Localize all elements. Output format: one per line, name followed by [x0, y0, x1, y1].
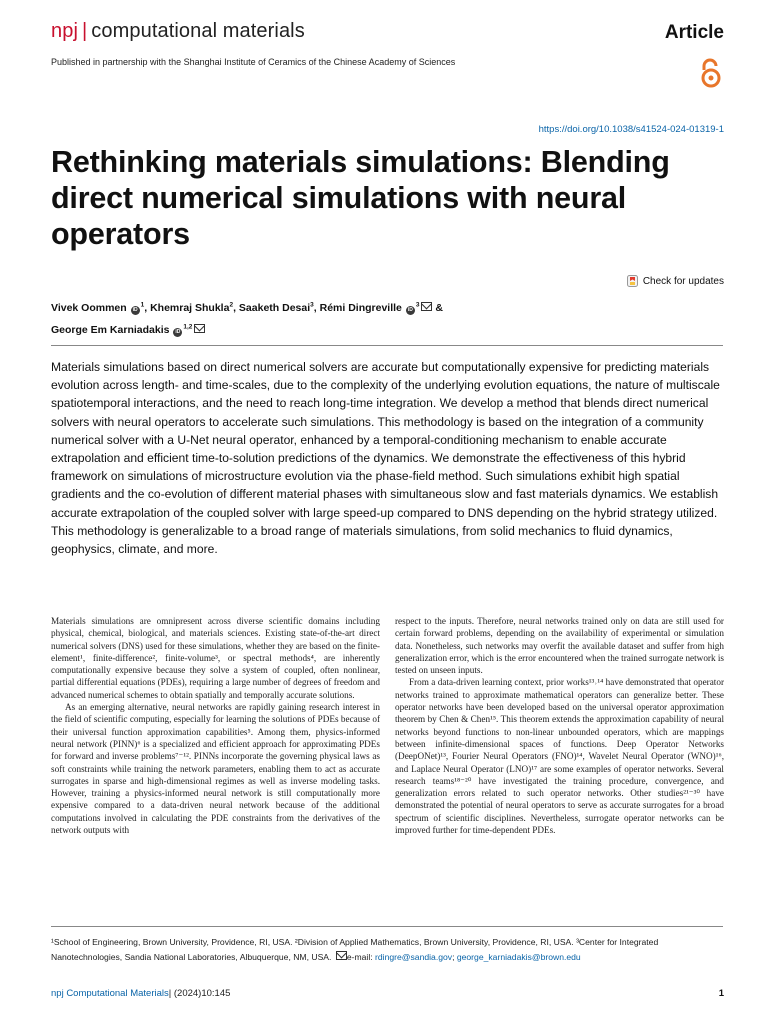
check-for-updates-icon — [627, 275, 638, 287]
author-affiliation-marker: 3 — [415, 301, 420, 308]
journal-title: computational materials — [91, 20, 305, 42]
journal-prefix: npj — [51, 20, 78, 42]
footer-volume: | (2024)10:145 — [168, 988, 231, 999]
author-separator: & — [432, 301, 443, 314]
author-name[interactable]: Rémi Dingreville — [319, 301, 402, 314]
author-name[interactable]: Khemraj Shukla — [150, 301, 230, 314]
author-entry — [150, 302, 239, 314]
email-icon[interactable] — [194, 324, 205, 333]
doi-link[interactable]: https://doi.org/10.1038/s41524-024-01319-1 — [538, 124, 724, 135]
author-entry — [51, 302, 150, 314]
page-number: 1 — [718, 988, 724, 999]
author-affiliation-marker: 1 — [140, 301, 145, 308]
check-for-updates-button[interactable] — [627, 275, 724, 287]
author-affiliation-marker: 3 — [310, 301, 314, 308]
journal-name — [51, 20, 305, 43]
body-paragraph: From a data-driven learning context, prior works¹³˒¹⁴ have demonstrated that operator networks trained to approximate mathematical operators can generalize better. These operator networks have been developed based on the universal operator approximation theorem by Chen & Chen¹⁵. This theorem extends the approximation capability of neural networks beyond functions to non-linear unbounded operators, which are mappings between infinite-dimensional spaces of functions. Deep Operator Networks (DeepONet)¹³, Fourier Neural Operators (FNO)¹⁴, Wavelet Neural Operator (WNO)¹⁶, and Laplace Neural Operator (LNO)¹⁷ are some examples of operator networks. Several research teams¹⁸⁻²⁰ have investigated the training procedure, convergence, and generalization errors related to such operator networks. Other studies²¹⁻³⁰ have demonstrated the potential of neural operators to serve as accurate surrogates for a broad spectrum of scientific disciplines. Nevertheless, surrogate operator networks can be improved further for time-dependent PDEs. — [395, 677, 724, 836]
affiliations — [51, 935, 726, 964]
email-link-karniadakis[interactable]: george_karniadakis@brown.edu — [456, 951, 581, 962]
author-name[interactable]: Vivek Oommen — [51, 301, 127, 314]
abstract-divider — [51, 345, 723, 346]
body-paragraph: respect to the inputs. Therefore, neural networks trained only on data are still used for certain forward problems, depending on the availability of experimental or simulation data. Nonetheless, such networks may overfit the available dataset and suffer from high generalization error, which is the error encountered when the trained surrogate network is tested on unseen inputs. — [395, 616, 724, 676]
open-access-lock-icon — [700, 57, 722, 89]
author-separator: , — [233, 301, 239, 314]
author-list — [51, 295, 721, 340]
article-type-label: Article — [664, 22, 724, 43]
author-entry — [239, 302, 320, 314]
author-affiliation-marker: 2 — [229, 301, 234, 308]
orcid-icon[interactable]: iD — [132, 306, 138, 313]
partnership-notice: Published in partnership with the Shanghai Institute of Ceramics of the Chinese Academy of Sciences — [51, 57, 456, 67]
footnote-divider — [51, 926, 723, 927]
author-name[interactable]: Saaketh Desai — [238, 301, 311, 314]
email-link-dingreville[interactable]: rdingre@sandia.gov — [375, 951, 453, 962]
email-label: e-mail: — [346, 951, 373, 962]
footer-citation — [51, 988, 230, 999]
check-for-updates-label: Check for updates — [642, 275, 724, 287]
body-paragraph: As an emerging alternative, neural networks are rapidly gaining research interest in the field of scientific computing, especially for learning the solutions of PDEs because of their universal function approximation capabilities⁵. Among them, physics-informed neural network (PINN)⁶ is a specialized and efficient approach for approximating PDEs for forward and inverse problems⁷⁻¹². PINNs incorporate the governing physical laws as soft constraints while training the network parameters, enabling them to act as accurate surrogates in sparse and high-dimensional regimes as well as inverse modeling tasks. However, training a physics-informed neural network is still computationally more expensive compared to a data-driven neural network because of the additional computations involved in calculating the PDE constraints from the derivatives of the network outputs with — [51, 702, 380, 836]
body-column-right — [395, 615, 724, 836]
affiliation-text: ¹School of Engineering, Brown University, Providence, RI, USA. ²Division of Applied Mathematics, Brown University, Providence, RI, USA. ³Center for Integrated Nanotechnologies, Sandia National Laboratories, Albuquerque, NM, USA. — [51, 937, 659, 962]
orcid-icon[interactable]: iD — [175, 329, 181, 335]
author-entry — [320, 302, 443, 314]
email-icon — [336, 951, 347, 960]
author-separator: , — [313, 301, 320, 314]
article-title: Rethinking materials simulations: Blending direct numerical simulations with neural operators — [51, 145, 670, 251]
email-icon[interactable] — [421, 302, 432, 311]
orcid-icon[interactable]: iD — [407, 306, 413, 313]
author-name[interactable]: George Em Karniadakis — [51, 324, 170, 336]
journal-divider: | — [82, 20, 88, 42]
email-separator: ; — [452, 951, 457, 962]
body-paragraph: Materials simulations are omnipresent across diverse scientific domains including physical, chemical, biological, and materials sciences. Existing state-of-the-art direct numerical solvers (DNS) used for these simulations, whether they are based on the finite-element¹, finite-difference², finite-volume³, or spectral methods⁴, are inherently computationally expensive because they solve a system of coupled, often nonlinear, partial differential equations (PDEs), requiring a large number of degrees of freedom and advanced numerical schemes to obtain spatially and temporally accurate solutions. — [51, 616, 380, 700]
body-column-left — [51, 615, 380, 836]
footer-journal-link[interactable]: npj Computational Materials — [51, 988, 169, 999]
abstract: Materials simulations based on direct numerical solvers are accurate but computationally expensive for predicting materials evolution across length- and time-scales, due to the complexity of the underlying evolution equations, the nature of multiscale spatiotemporal interactions, and the need to reach long-time integration. We develop a method that blends direct numerical solvers with neural operators to accelerate such simulations. This methodology is based on the integration of a community numerical solver with a U-Net neural operator, enhanced by a temporal-conditioning mechanism to enable accurate extrapolation and efficient time-to-solution predictions of the dynamics. We demonstrate the effectiveness of this hybrid framework on simulations of microstructure evolution via the phase-field method. Such simulations exhibit high spatial gradients and the co-evolution of different material phases with simultaneous slow and fast materials dynamics. We establish accurate extrapolation of the coupled solver with large speed-up compared to DNS depending on the hybrid strategy utilized. This methodology is generalizable to a broad range of materials simulations, from solid mechanics to fluid dynamics, geophysics, climate, and more. — [51, 360, 720, 557]
author-affiliation-marker: 1,2 — [183, 323, 193, 331]
author-separator: , — [144, 301, 151, 314]
author-entry — [51, 324, 205, 336]
